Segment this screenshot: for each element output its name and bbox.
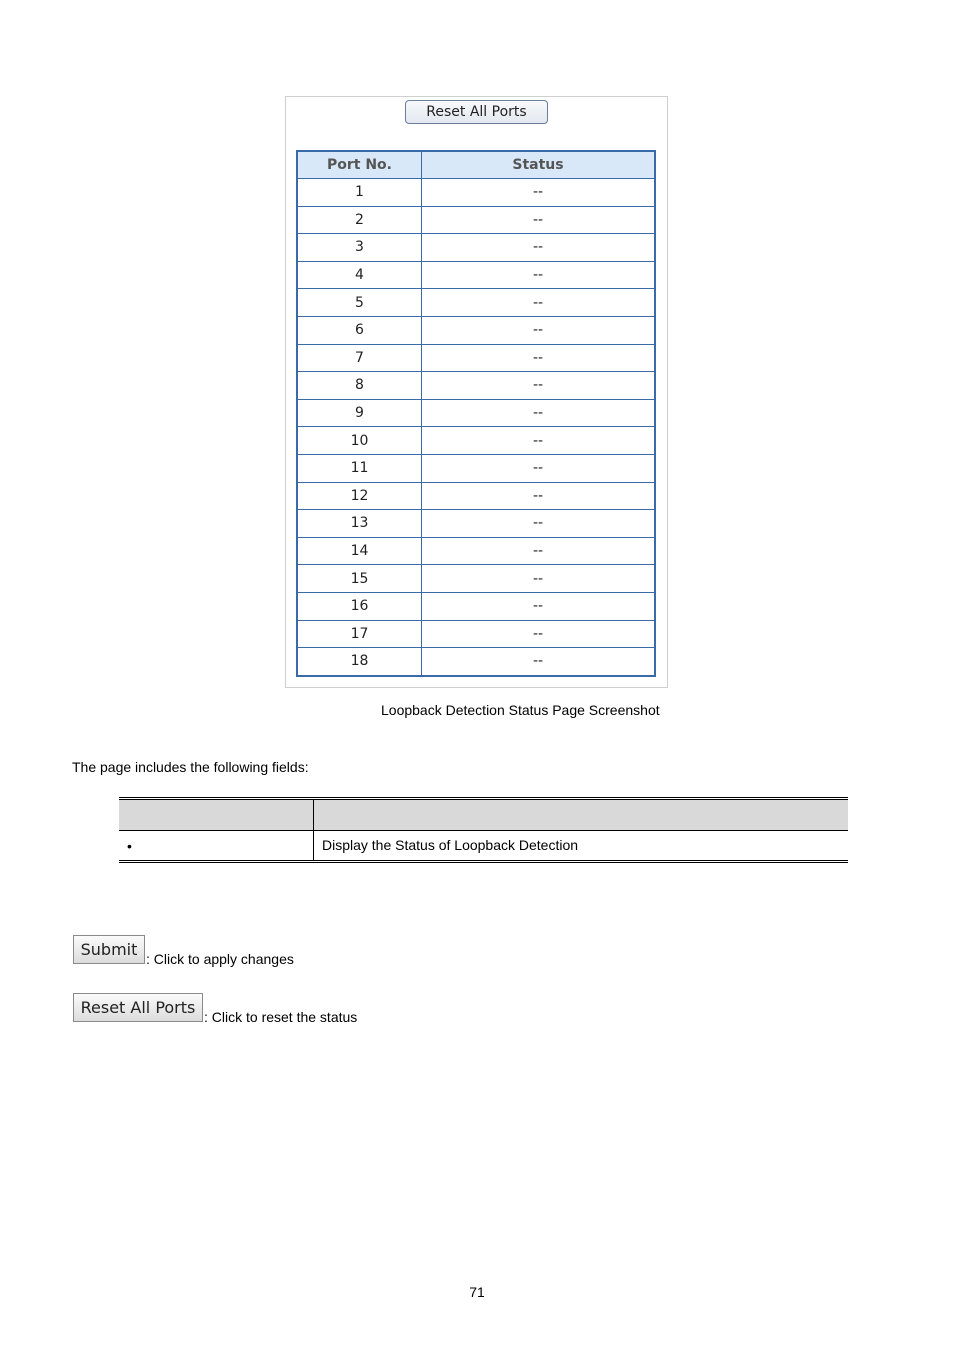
submit-button[interactable]: Submit (73, 935, 145, 964)
fields-table-rule (119, 830, 848, 831)
status-cell: -- (422, 510, 656, 538)
status-cell: -- (422, 316, 656, 344)
table-row (297, 289, 655, 317)
table-row (297, 537, 655, 565)
port-number-cell: 1 (297, 179, 422, 207)
status-cell: -- (422, 454, 656, 482)
intro-text: The page includes the following fields: (72, 759, 309, 775)
fields-table-top-rule (119, 797, 848, 798)
field-bullet: • (127, 838, 132, 854)
status-cell: -- (422, 620, 656, 648)
status-cell: -- (422, 427, 656, 455)
table-row (297, 206, 655, 234)
port-number-cell: 10 (297, 427, 422, 455)
port-number-cell: 11 (297, 454, 422, 482)
status-cell: -- (422, 399, 656, 427)
port-number-cell: 15 (297, 565, 422, 593)
fields-table-column-divider (313, 800, 314, 860)
figure-caption: Loopback Detection Status Page Screenshot (381, 702, 660, 718)
port-number-cell: 14 (297, 537, 422, 565)
fields-table-bottom-rule (119, 860, 848, 861)
reset-all-ports-button[interactable]: Reset All Ports (73, 993, 203, 1022)
table-row (297, 620, 655, 648)
port-number-cell: 3 (297, 234, 422, 262)
status-cell: -- (422, 261, 656, 289)
table-row (297, 261, 655, 289)
port-number-cell: 7 (297, 344, 422, 372)
status-cell: -- (422, 179, 656, 207)
port-number-cell: 9 (297, 399, 422, 427)
port-number-cell: 17 (297, 620, 422, 648)
table-row (297, 565, 655, 593)
fields-table-bottom-rule (119, 862, 848, 863)
port-number-cell: 4 (297, 261, 422, 289)
port-number-cell: 18 (297, 648, 422, 676)
port-no-header: Port No. (297, 151, 422, 179)
status-header: Status (422, 151, 656, 179)
status-cell: -- (422, 648, 656, 676)
submit-description: : Click to apply changes (146, 951, 294, 967)
port-number-cell: 13 (297, 510, 422, 538)
port-number-cell: 12 (297, 482, 422, 510)
table-row (297, 454, 655, 482)
table-row (297, 372, 655, 400)
status-cell: -- (422, 537, 656, 565)
port-status-table (296, 150, 656, 677)
table-row (297, 399, 655, 427)
table-row (297, 592, 655, 620)
table-row (297, 427, 655, 455)
status-cell: -- (422, 289, 656, 317)
status-cell: -- (422, 344, 656, 372)
reset-all-ports-button[interactable]: Reset All Ports (405, 100, 548, 124)
port-number-cell: 5 (297, 289, 422, 317)
table-header-row (297, 151, 655, 179)
status-cell: -- (422, 565, 656, 593)
table-row (297, 179, 655, 207)
table-row (297, 316, 655, 344)
status-cell: -- (422, 206, 656, 234)
status-cell: -- (422, 234, 656, 262)
table-row (297, 344, 655, 372)
table-row (297, 234, 655, 262)
port-number-cell: 16 (297, 592, 422, 620)
port-number-cell: 6 (297, 316, 422, 344)
status-cell: -- (422, 482, 656, 510)
status-cell: -- (422, 372, 656, 400)
port-number-cell: 2 (297, 206, 422, 234)
fields-table-header (119, 800, 848, 830)
reset-description: : Click to reset the status (204, 1009, 358, 1025)
port-number-cell: 8 (297, 372, 422, 400)
page-number: 71 (469, 1284, 485, 1300)
table-row (297, 482, 655, 510)
status-cell: -- (422, 592, 656, 620)
table-row (297, 648, 655, 676)
field-description: Display the Status of Loopback Detection (322, 837, 579, 853)
table-row (297, 510, 655, 538)
